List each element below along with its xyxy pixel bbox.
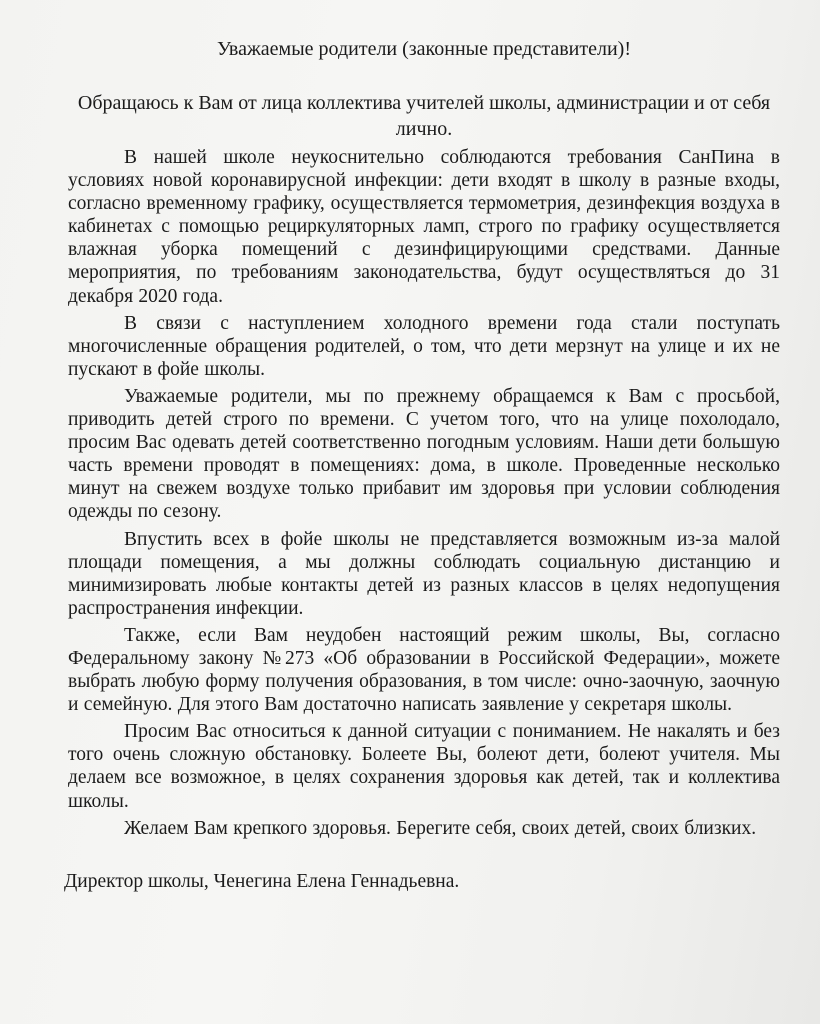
paragraph-cold-weather: В связи с наступлением холодного времени года стали поступать многочисленные обращения родителей, о том, что дети мерзнут на улице и их не пускают в фойе школы. <box>68 312 780 380</box>
paragraph-sanpin-measures: В нашей школе неукоснительно соблюдаются требования СанПина в условиях новой коронавирусной инфекции: дети входят в школу в разные входы, согласно временному графику, осуществляется термометрия, дезинфекция воздуха в кабинетах с помощью рециркуляторных ламп, строго по графику осуществляется влажная уборка помещений с дезинфицирующими средствами. Данные мероприятия, по требованиям законодательства, будут осуществляться до 31 декабря 2020 года. <box>68 147 780 307</box>
letter-body <box>68 146 780 840</box>
paragraph-education-forms: Также, если Вам неудобен настоящий режим школы, Вы, согласно Федеральному закону №273 «Об образовании в Российской Федерации», можете выбрать любую форму получения образования, в том числе: очно-заочную, заочную и семейную. Для этого Вам достаточно написать заявление у секретаря школы. <box>68 624 780 716</box>
letter-heading: Уважаемые родители (законные представители)! <box>217 38 631 60</box>
paragraph-wishes: Желаем Вам крепкого здоровья. Берегите себя, своих детей, своих близких. <box>124 817 757 839</box>
paragraph-arrival-time: Уважаемые родители, мы по прежнему обращаемся к Вам с просьбой, приводить детей строго по времени. С учетом того, что на улице похолодало, просим Вас одевать детей соответственно погодным условиям. Наши дети большую часть времени проводят в помещениях: дома, в школе. Проведенные несколько минут на свежем воздухе только прибавит им здоровья при условии соблюдения одежды по сезону. <box>68 385 780 523</box>
director-signature: Директор школы, Ченегина Елена Геннадьевна. <box>64 870 460 892</box>
letter-intro: Обращаюсь к Вам от лица коллектива учителей школы, администрации и от себя лично. <box>77 92 771 140</box>
paragraph-lobby-capacity: Впустить всех в фойе школы не представляется возможным из-за малой площади помещения, а мы должны соблюдать социальную дистанцию и минимизировать любые контакты детей из разных классов в целях недопущения распространения инфекции. <box>68 528 780 619</box>
paragraph-understanding: Просим Вас относиться к данной ситуации с пониманием. Не накалять и без того очень сложную обстановку. Болеете Вы, болеют дети, болеют учителя. Мы делаем все возможное, в целях сохранения здоровья как детей, так и коллектива школы. <box>68 721 780 812</box>
